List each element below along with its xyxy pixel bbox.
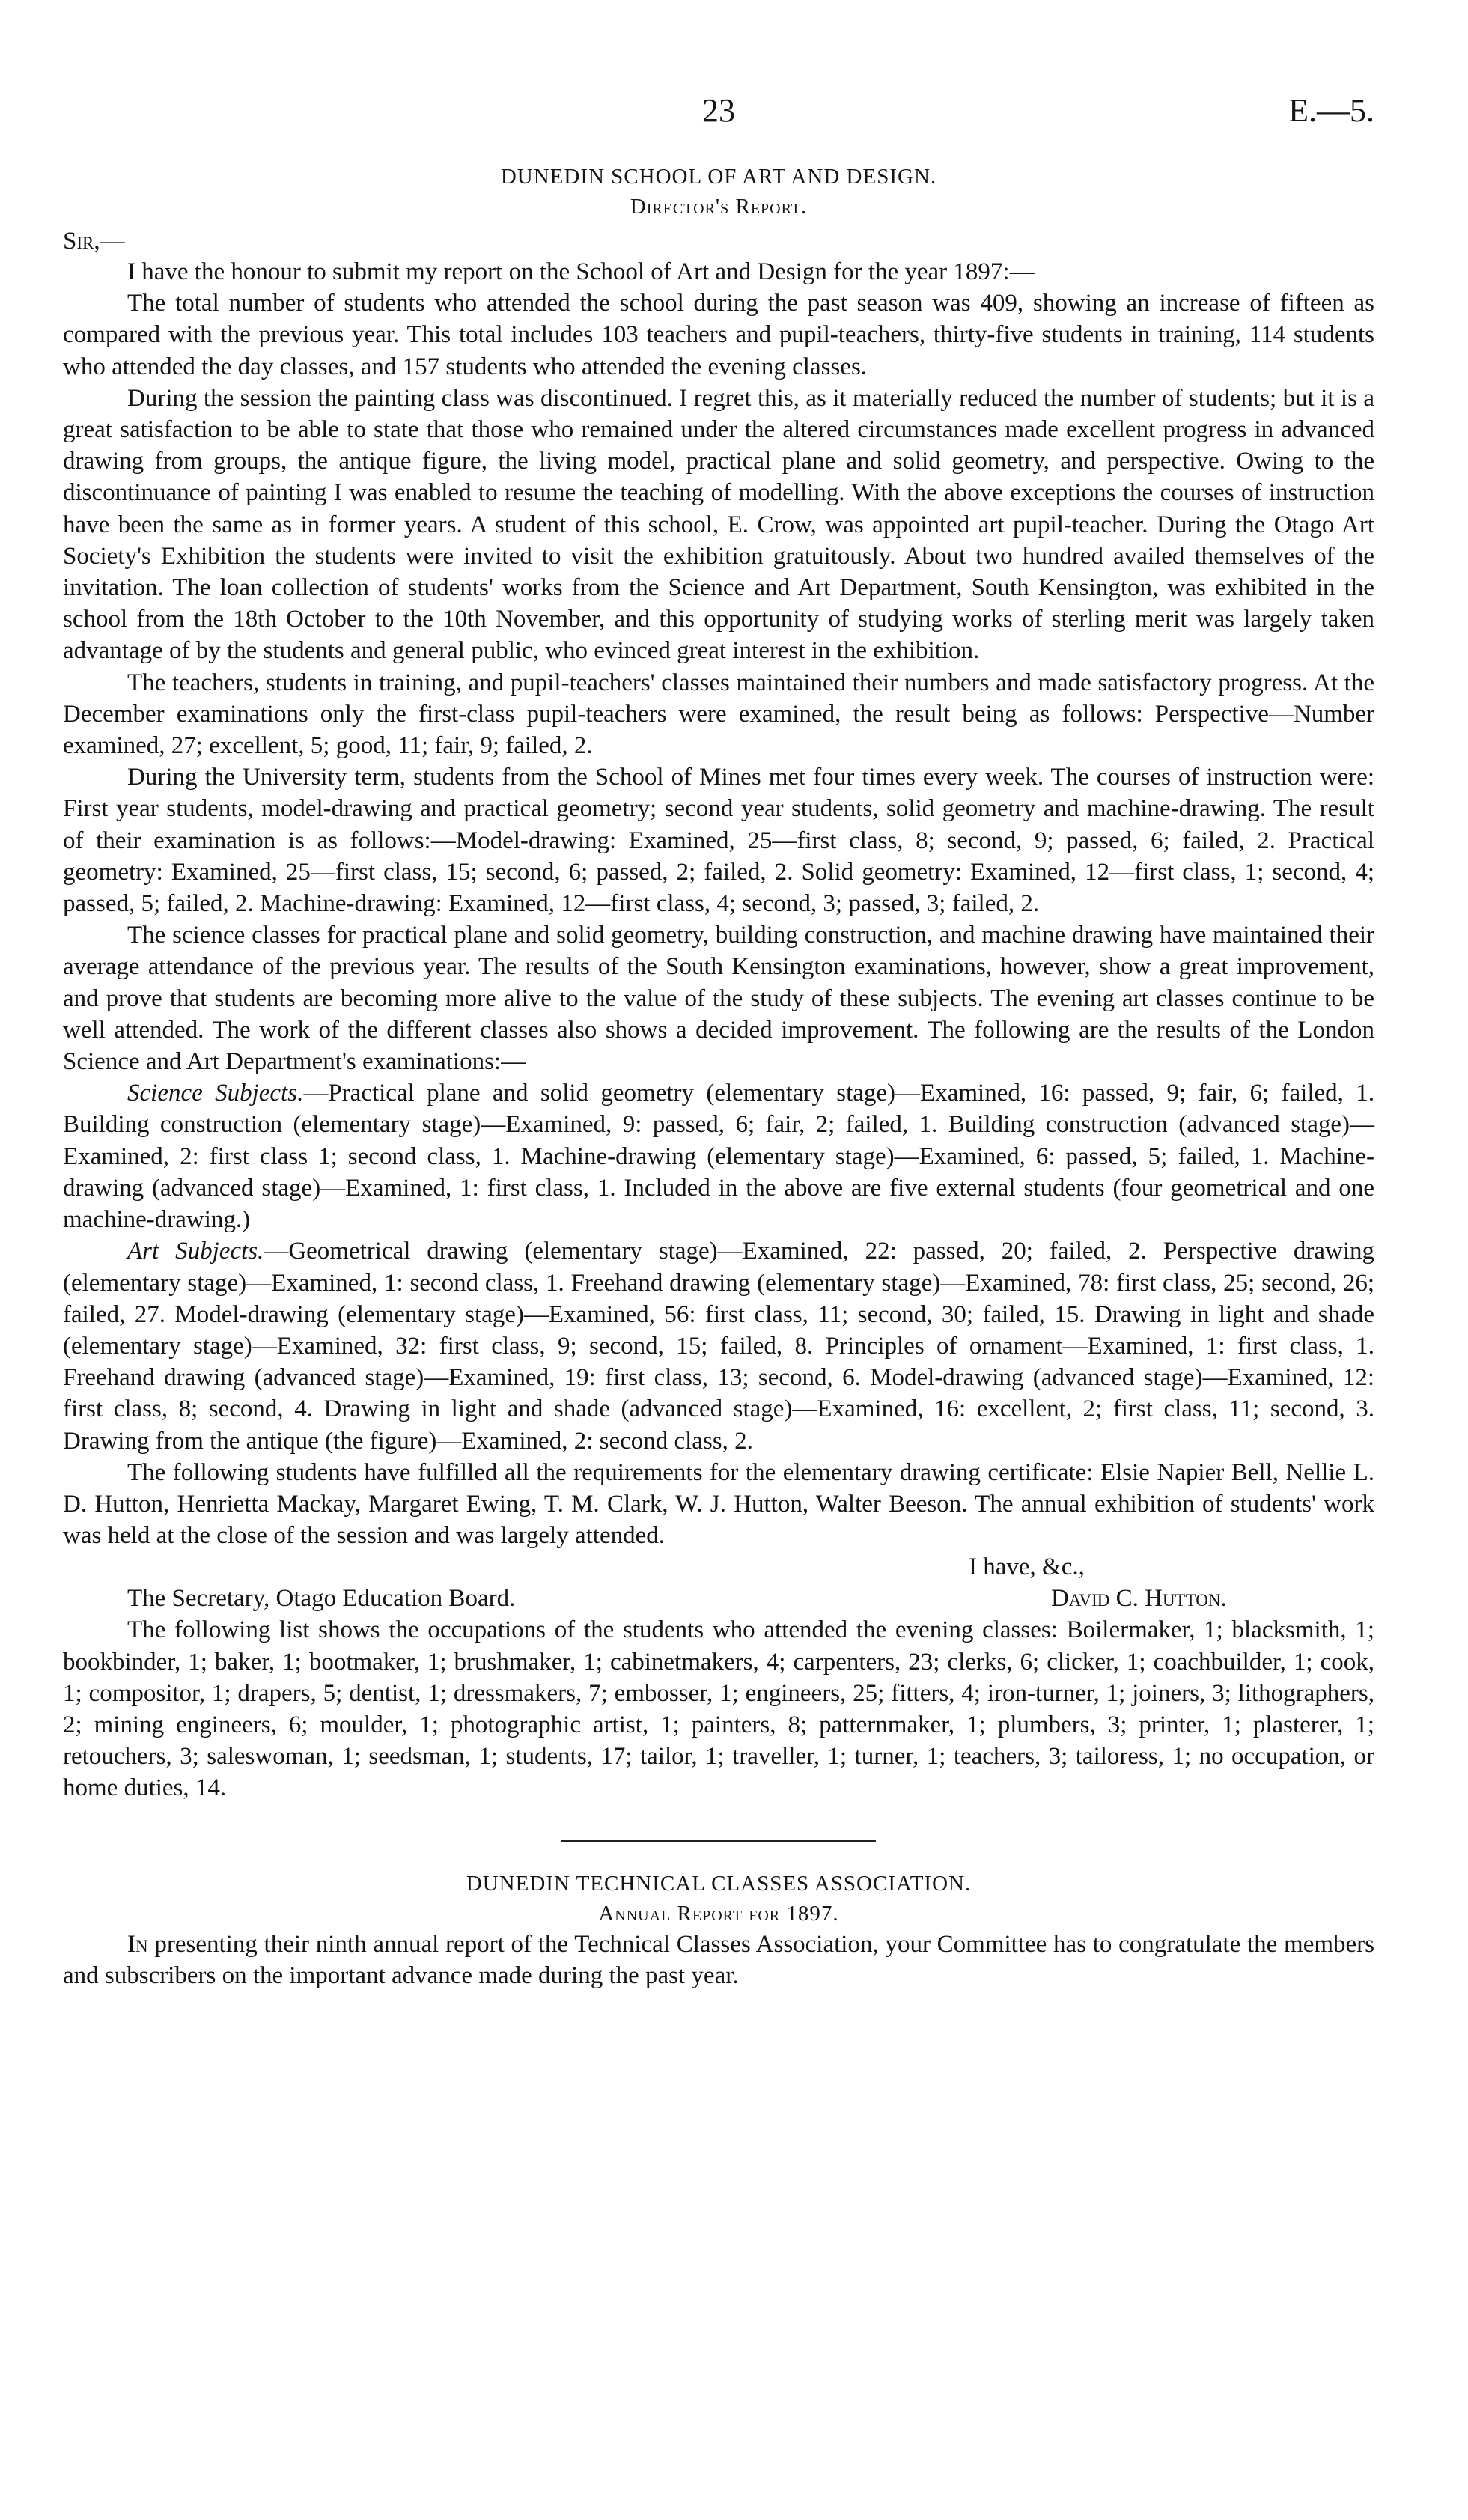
signature: David C. Hutton. [1051, 1585, 1227, 1613]
section-heading-technical: DUNEDIN TECHNICAL CLASSES ASSOCIATION. [466, 1871, 972, 1896]
paragraph-painting-class: During the session the painting class was discontinued. I regret this, as it materially reduced the number of students; but it is a great satisfaction to be able to state that those who remained under the altered circumstances made excellent progress in advanced drawing from groups, the antique figure, the living model, practical plane and solid geometry, and perspective. Owing to the discontinuance of painting I was enabled to resume the teaching of modelling. With the above exceptions the courses of instruction have been the same as in former years. A student of this school, E. Crow, was appointed art pupil-teacher. During the Otago Art Society's Exhibition the students were invited to visit the exhibition gratuitously. About two hundred availed themselves of the invitation. The loan collection of students' works from the Science and Art Department, South Kensington, was exhibited in the school from the 18th October to the 10th November, and this opportunity of studying works of sterling merit was largely taken advantage of by the students and general public, who evinced great interest in the exhibition. [63, 384, 1374, 665]
letter-closing [63, 1551, 1374, 1614]
document-page [63, 75, 1374, 1991]
paragraph-pupil-teachers: The teachers, students in training, and pupil-teachers' classes maintained their numbers and made satisfactory progress. At the December examinations only the first-class pupil-teachers were examined, the result being as follows: Perspective—Number examined, 27; excellent, 5; good, 11; fair, 9; failed, 2. [63, 669, 1374, 760]
section-subheading-technical: Annual Report for 1897. [598, 1901, 839, 1926]
section-heading: DUNEDIN SCHOOL OF ART AND DESIGN. [500, 165, 937, 189]
science-subjects-text: —Practical plane and solid geometry (elementary stage)—Examined, 16: passed, 9; fair, 6; failed, 1. Building construction (elementary stage)—Examined, 9: passed, 6; fair, 2; failed, 1. Building construction (advanced stage)—Examined, 2: first class 1; second class, 1. Machine-drawing (elementary stage)—Examined, 6: passed, 5; failed, 1. Machine-drawing (advanced stage)—Examined, 1: first class, 1. Included in the above are five external students (four geometrical and one machine-drawing.) [63, 1080, 1375, 1234]
paragraph-science-subjects [63, 1077, 1374, 1235]
paragraph-certificates: The following students have fulfilled all the requirements for the elementary drawing certificate: Elsie Napier Bell, Nellie L. D. Hutton, Henrietta Mackay, Margaret Ewing, T. M. Clark, W. J. Hutton, Walter Beeson. The annual exhibition of students' work was held at the close of the session and was largely attended. [63, 1458, 1374, 1550]
paragraph-technical-intro [63, 1929, 1374, 1991]
section-subheading: Director's Report. [630, 195, 808, 219]
technical-intro-text: presenting their ninth annual report of the Technical Classes Association, your Committee has to congratulate the members and subscribers on the important advance made during the past year. [63, 1930, 1374, 1989]
section-divider [561, 1840, 876, 1842]
page-header [63, 75, 1374, 135]
paragraph-intro: I have the honour to submit my report on the School of Art and Design for the year 1897:— [127, 258, 1035, 285]
paragraph-school-of-mines: During the University term, students from the School of Mines met four times every week. The courses of instruction were: First year students, model-drawing and practical geometry; second year students, solid geometry and machine-drawing. The result of their examination is as follows:—Model-drawing: Examined, 25—first class, 8; second, 9; passed, 6; failed, 2. Practical geometry: Examined, 25—first class, 15; second, 6; passed, 2; failed, 2. Solid geometry: Examined, 12—first class, 1; second, 4; passed, 5; failed, 2. Machine-drawing: Examined, 12—first class, 4; second, 3; passed, 3; failed, 2. [63, 764, 1374, 918]
paragraph-science-classes: The science classes for practical plane and solid geometry, building construction, and machine drawing have maintained their average attendance of the previous year. The results of the South Kensington examinations, however, show a great improvement, and prove that students are becoming more alive to the value of the study of these subjects. The evening art classes continue to be well attended. The work of the different classes also shows a decided improvement. The following are the results of the London Science and Art Department's examinations:— [63, 922, 1374, 1076]
science-subjects-label: Science Subjects. [127, 1080, 304, 1107]
addressee: The Secretary, Otago Education Board. [127, 1585, 516, 1613]
paragraph-occupations: The following list shows the occupations of the students who attended the evening classes: Boilermaker, 1; blacksmith, 1; bookbinder, 1; baker, 1; bootmaker, 1; brushmaker, 1; cabinetmakers, 4; carpenters, 23; clerks, 6; clicker, 1; coachbuilder, 1; cook, 1; compositor, 1; drapers, 5; dentist, 1; dressmakers, 7; embosser, 1; engineers, 25; fitters, 4; iron-turner, 1; joiners, 3; lithographers, 2; mining engineers, 6; moulder, 1; photographic artist, 1; painters, 8; patternmaker, 1; plumbers, 3; printer, 1; plasterer, 1; retouchers, 3; saleswoman, 1; seedsman, 1; students, 17; tailor, 1; traveller, 1; turner, 1; teachers, 3; tailoress, 1; no occupation, or home duties, 14. [63, 1616, 1374, 1802]
paragraph-student-numbers: The total number of students who attended the school during the past season was 409, showing an increase of fifteen as compared with the previous year. This total includes 103 teachers and pupil-teachers, thirty-five students in training, 114 students who attended the day classes, and 157 students who attended the evening classes. [63, 290, 1374, 380]
art-subjects-label: Art Subjects. [127, 1238, 264, 1265]
document-code: E.—5. [1288, 92, 1374, 129]
salutation: Sir,— [63, 228, 125, 255]
closing-phrase: I have, &c., [969, 1553, 1085, 1581]
lead-word: In [127, 1930, 148, 1958]
art-subjects-text: —Geometrical drawing (elementary stage)—Examined, 22: passed, 20; failed, 2. Perspective drawing (elementary stage)—Examined, 1: second class, 1. Freehand drawing (elementary stage)—Examined, 78: first class, 25; second, 26; failed, 27. Model-drawing (elementary stage)—Examined, 56: first class, 11; second, 30; failed, 15. Drawing in light and shade (elementary stage)—Examined, 32: first class, 9; second, 15; failed, 8. Principles of ornament—Examined, 1: first class, 1. Freehand drawing (advanced stage)—Examined, 19: first class, 13; second, 6. Model-drawing (advanced stage)—Examined, 12: first class, 8; second, 4. Drawing in light and shade (advanced stage)—Examined, 16: excellent, 2; first class, 11; second, 3. Drawing from the antique (the figure)—Examined, 2: second class, 2. [63, 1238, 1374, 1455]
paragraph-art-subjects [63, 1235, 1374, 1456]
page-number: 23 [702, 92, 735, 129]
